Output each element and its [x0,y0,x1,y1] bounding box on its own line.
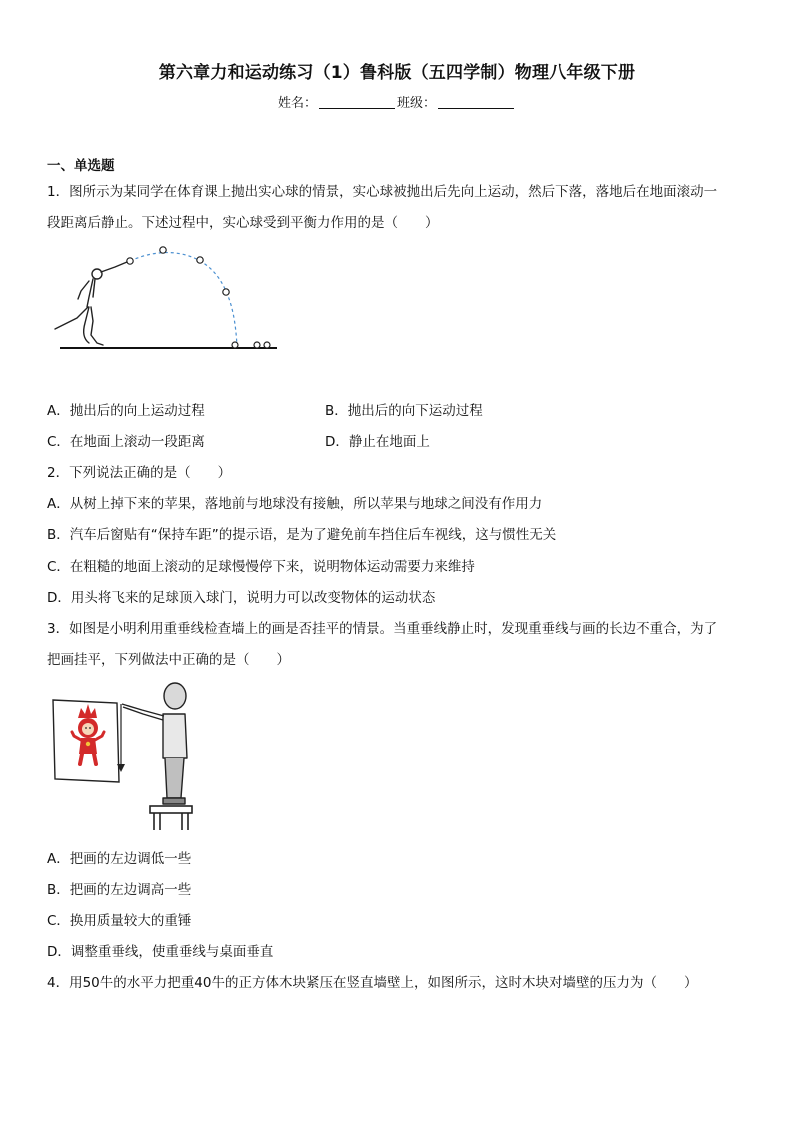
plumb-line-figure [50,680,200,835]
q1-stem-line-2: 段距离后静止。下述过程中，实心球受到平衡力作用的是（ ） [47,215,439,231]
q2-stem-line-1: 2．下列说法正确的是（ ） [47,465,232,481]
q1-option-c[interactable]: C．在地面上滚动一段距离 [47,434,205,450]
q2-option-b[interactable]: B．汽车后窗贴有“保持车距”的提示语，是为了避免前车挡住后车视线，这与惯性无关 [47,527,557,543]
section-title: 一、单选题 [47,158,115,174]
q3-option-d[interactable]: D．调整重垂线，使重垂线与桌面垂直 [47,944,274,960]
q1-option-d[interactable]: D．静止在地面上 [325,434,430,450]
q3-stem-line-2: 把画挂平，下列做法中正确的是（ ） [47,652,290,668]
q3-option-c[interactable]: C．换用质量较大的重锤 [47,913,192,929]
q2-option-c[interactable]: C．在粗糙的地面上滚动的足球慢慢停下来，说明物体运动需要力来维持 [47,559,475,575]
q1-option-b[interactable]: B．抛出后的向下运动过程 [325,403,483,419]
page-title: 第六章力和运动练习（1）鲁科版（五四学制）物理八年级下册 [158,63,636,83]
q1-stem-line-1: 1．图所示为某同学在体育课上抛出实心球的情景，实心球被抛出后先向上运动，然后下落，落地后在地面滚动一 [47,184,718,200]
shot-put-figure [45,245,285,355]
q2-option-a[interactable]: A．从树上掉下来的苹果，落地前与地球没有接触，所以苹果与地球之间没有作用力 [47,496,543,512]
class-blank[interactable] [438,95,514,109]
name-label: 姓名： [277,96,317,111]
student-info-line [0,92,794,111]
name-blank[interactable] [319,95,395,109]
q3-option-b[interactable]: B．把画的左边调高一些 [47,882,192,898]
q2-option-d[interactable]: D．用头将飞来的足球顶入球门，说明力可以改变物体的运动状态 [47,590,436,606]
q3-stem-line-1: 3．如图是小明利用重垂线检查墙上的画是否挂平的情景。当重垂线静止时，发现重垂线与画的长边不重合，为了 [47,621,718,637]
q1-option-a[interactable]: A．抛出后的向上运动过程 [47,403,205,419]
class-label: 班级： [397,96,437,111]
q4-stem-line-1: 4．用50牛的水平力把重40牛的正方体木块紧压在竖直墙壁上，如图所示，这时木块对墙壁的压力为（ ） [47,975,698,991]
q3-option-a[interactable]: A．把画的左边调低一些 [47,851,192,867]
